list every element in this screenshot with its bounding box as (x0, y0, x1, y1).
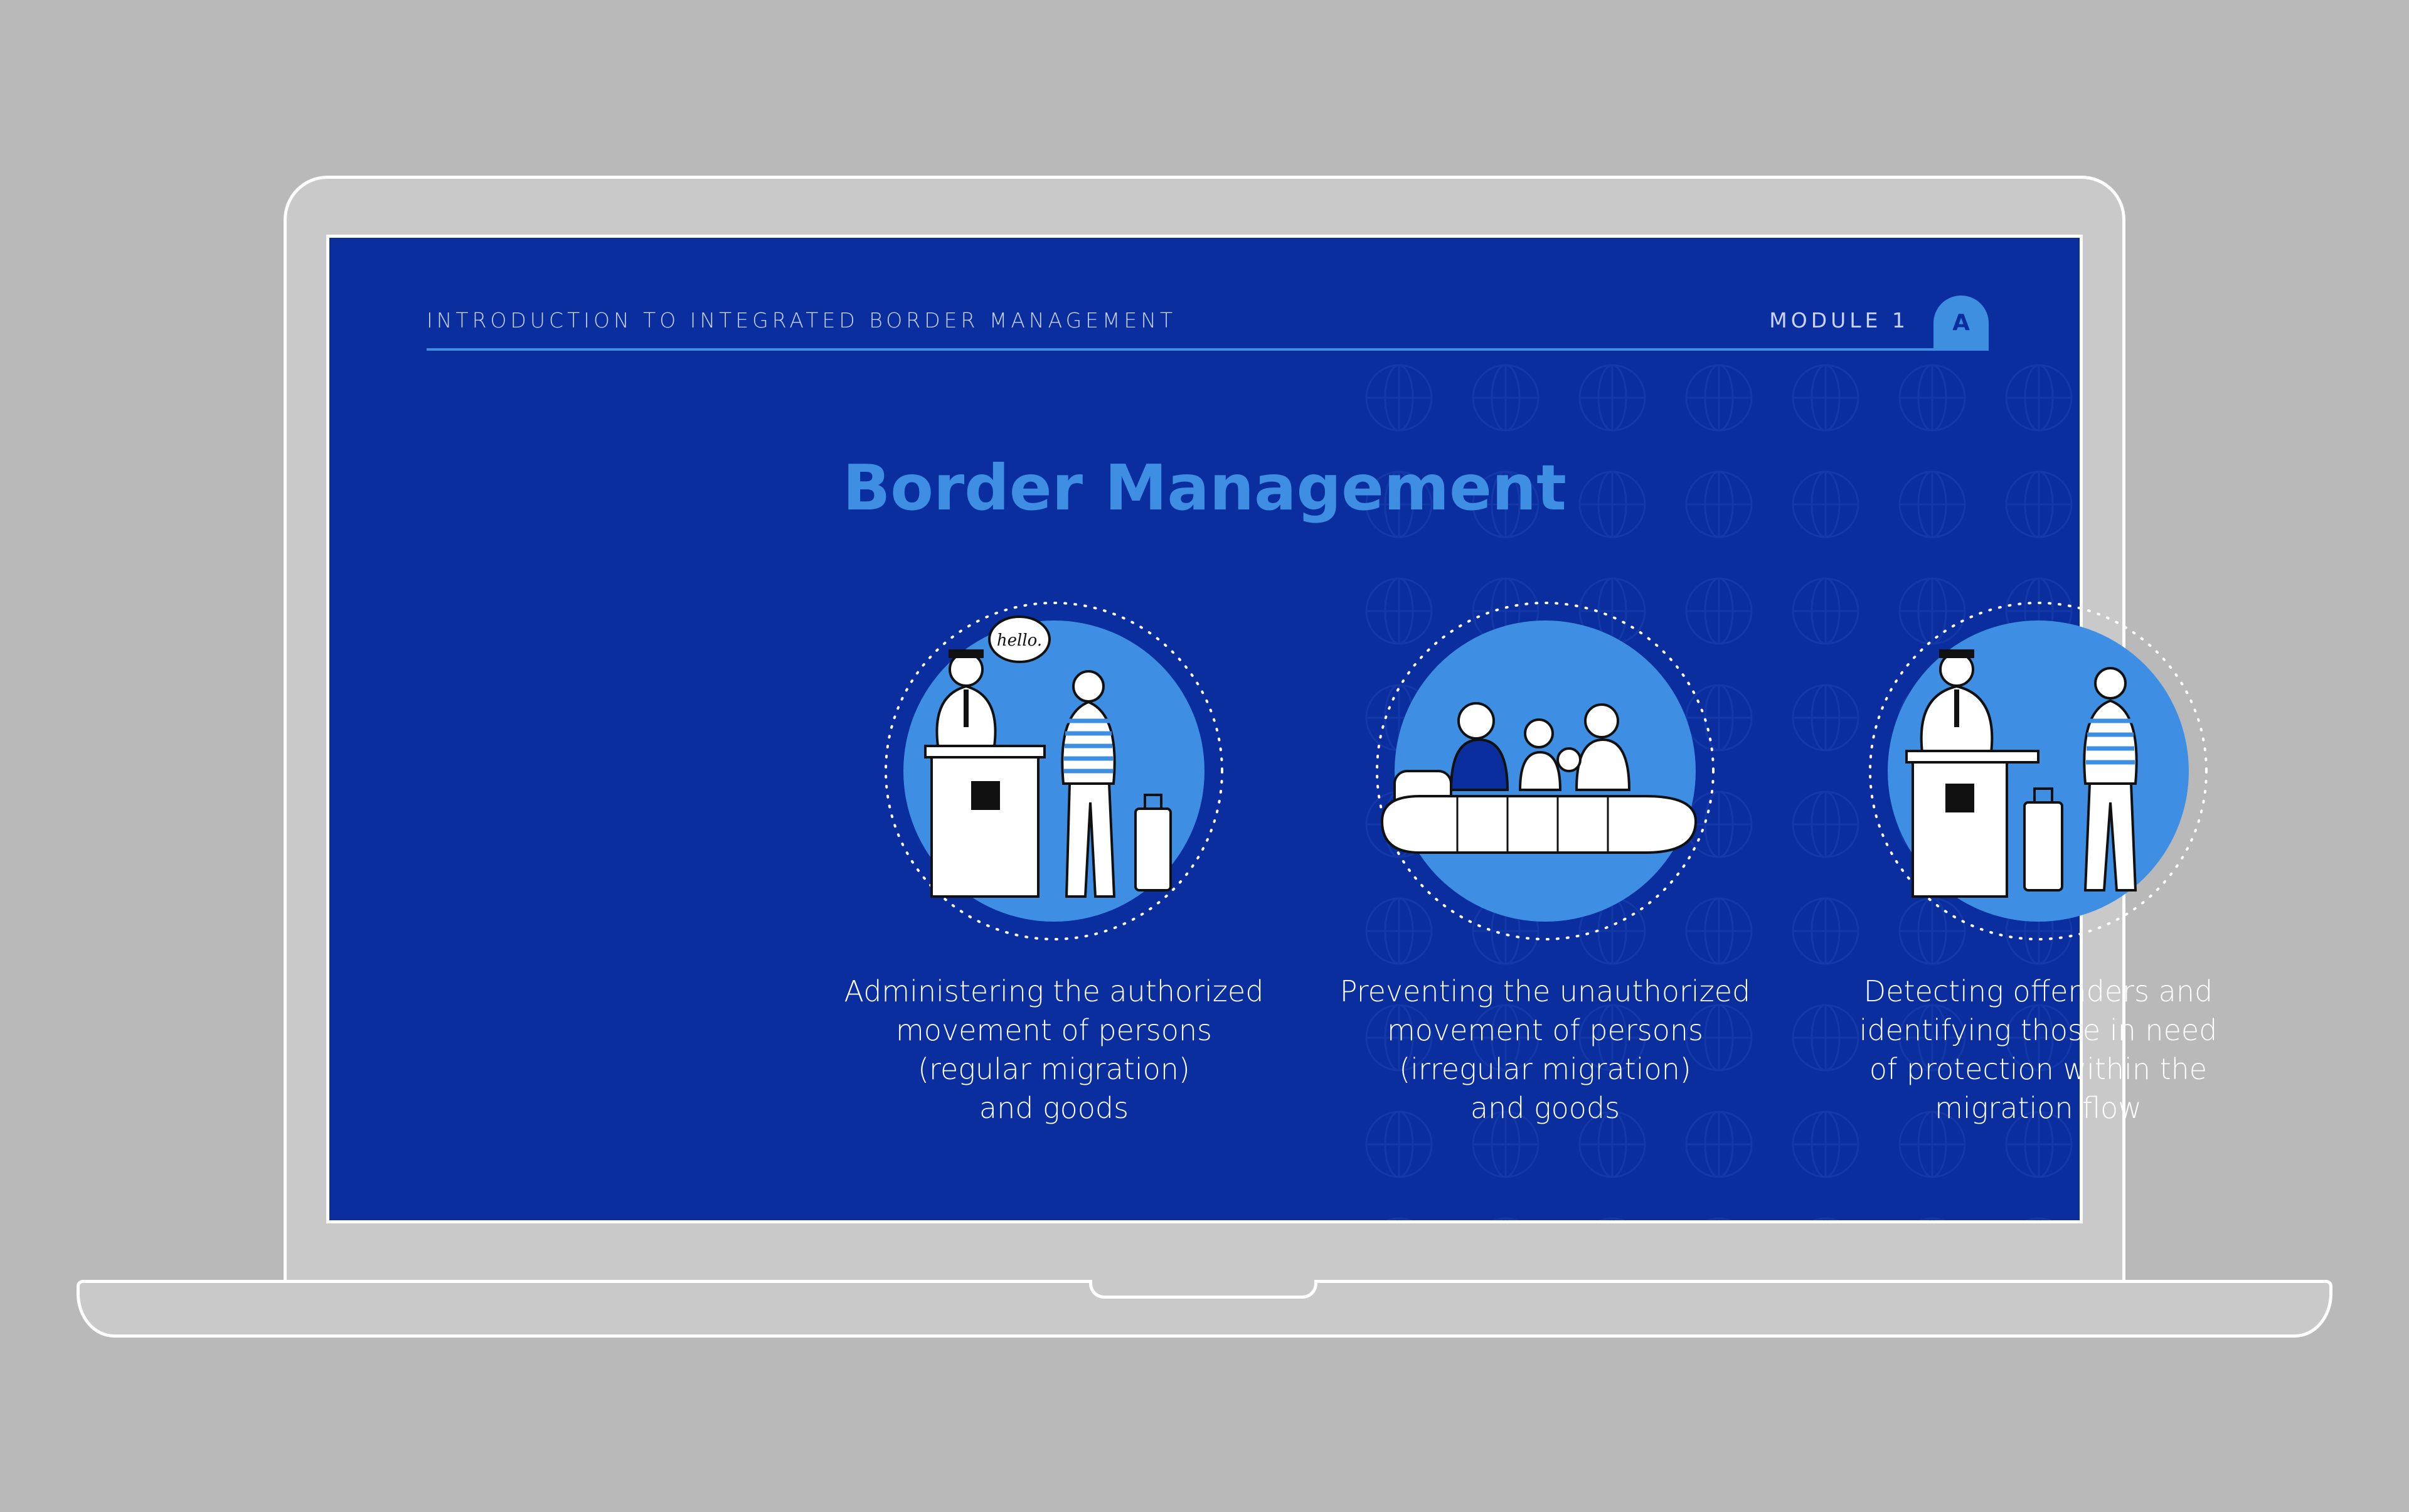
border-officer-greeting-traveler-illustration (878, 595, 1230, 947)
laptop-notch (1089, 1280, 1317, 1299)
caption-line: movement of persons (895, 1013, 1212, 1047)
card-regular-migration (828, 595, 1280, 1127)
caption-line: (irregular migration) (1399, 1052, 1691, 1086)
slide-title: Border Management (843, 451, 1566, 524)
caption-line: Preventing the unauthorized (1339, 974, 1751, 1008)
caption-line: identifying those in need (1859, 1013, 2218, 1047)
card-detecting-offenders (1812, 595, 2264, 1127)
card-caption (1319, 972, 1771, 1127)
laptop-screen (326, 235, 2218, 1223)
card-caption (828, 972, 1280, 1127)
caption-line: (regular migration) (918, 1052, 1190, 1086)
caption-line: movement of persons (1386, 1013, 1703, 1047)
module-label: MODULE 1 (1769, 308, 1909, 333)
border-officer-checking-traveler-illustration (1863, 595, 2214, 947)
speech-bubble-text: hello. (996, 631, 1043, 650)
migrants-in-inflatable-boat-illustration (1369, 595, 1721, 947)
card-irregular-migration (1319, 595, 1771, 1127)
caption-line: and goods (1470, 1091, 1620, 1125)
module-badge: A (1933, 295, 1989, 349)
course-title: INTRODUCTION TO INTEGRATED BORDER MANAGEMENT (427, 308, 1177, 333)
caption-line: and goods (979, 1091, 1129, 1125)
card-caption (1812, 972, 2264, 1127)
caption-line: Administering the authorized (844, 974, 1264, 1008)
caption-line: of protection within the (1869, 1052, 2208, 1086)
caption-line: migration flow (1935, 1091, 2142, 1125)
header-divider (427, 348, 1989, 351)
caption-line: Detecting offenders and (1863, 974, 2213, 1008)
